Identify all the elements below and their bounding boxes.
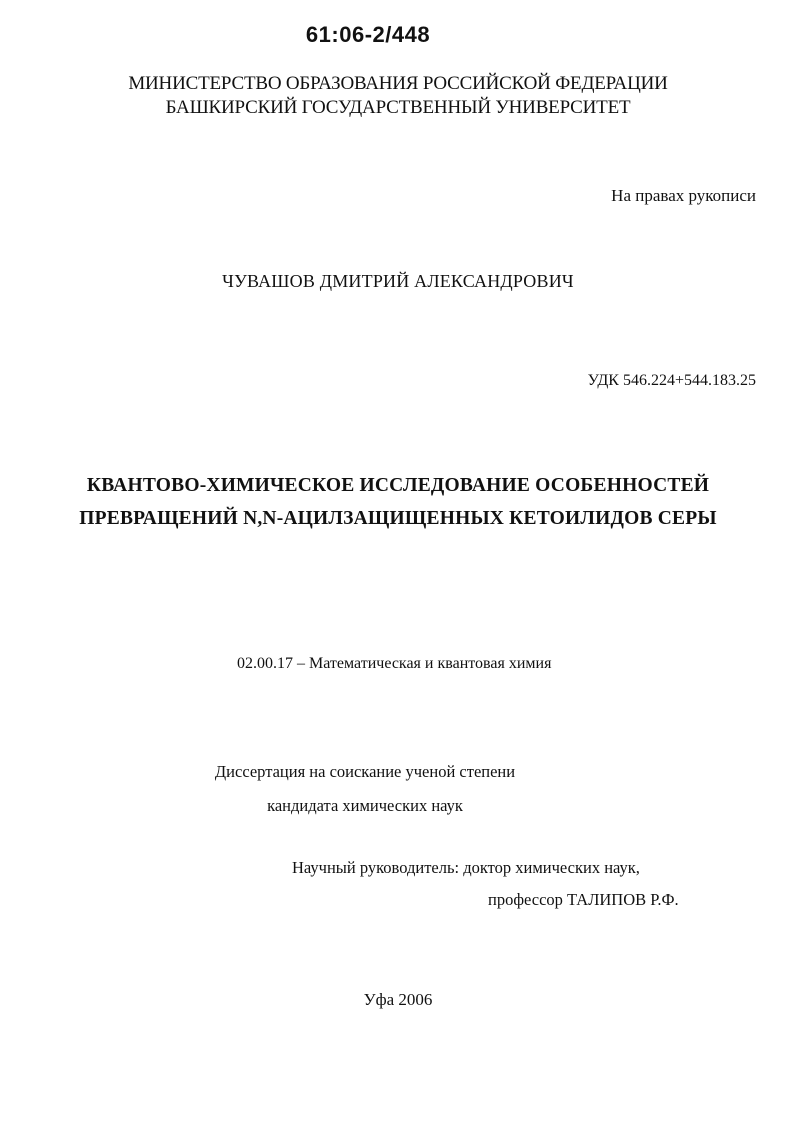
specialty-code: 02.00.17 – Математическая и квантовая химия — [237, 655, 552, 672]
manuscript-note: На правах рукописи — [611, 186, 756, 205]
udk-code: УДК 546.224+544.183.25 — [587, 372, 756, 389]
author-name: ЧУВАШОВ ДМИТРИЙ АЛЕКСАНДРОВИЧ — [222, 271, 574, 291]
university-heading: БАШКИРСКИЙ ГОСУДАРСТВЕННЫЙ УНИВЕРСИТЕТ — [165, 97, 631, 118]
advisor-line-1: Научный руководитель: доктор химических наук, — [292, 858, 640, 877]
dissertation-degree-line-2: кандидата химических наук — [267, 796, 463, 815]
ministry-heading: МИНИСТЕРСТВО ОБРАЗОВАНИЯ РОССИЙСКОЙ ФЕДЕРАЦИИ — [128, 73, 668, 94]
archive-stamp: 61:06-2/448 — [305, 22, 431, 47]
dissertation-degree-line-1: Диссертация на соискание ученой степени — [214, 762, 516, 781]
advisor-line-2: профессор ТАЛИПОВ Р.Ф. — [488, 890, 679, 909]
city-year: Уфа 2006 — [363, 990, 433, 1009]
thesis-title-line-2: ПРЕВРАЩЕНИЙ N,N-АЦИЛЗАЩИЩЕННЫХ КЕТОИЛИДОВ СЕРЫ — [79, 508, 717, 529]
thesis-title-line-1: КВАНТОВО-ХИМИЧЕСКОЕ ИССЛЕДОВАНИЕ ОСОБЕННОСТЕЙ — [86, 475, 710, 496]
